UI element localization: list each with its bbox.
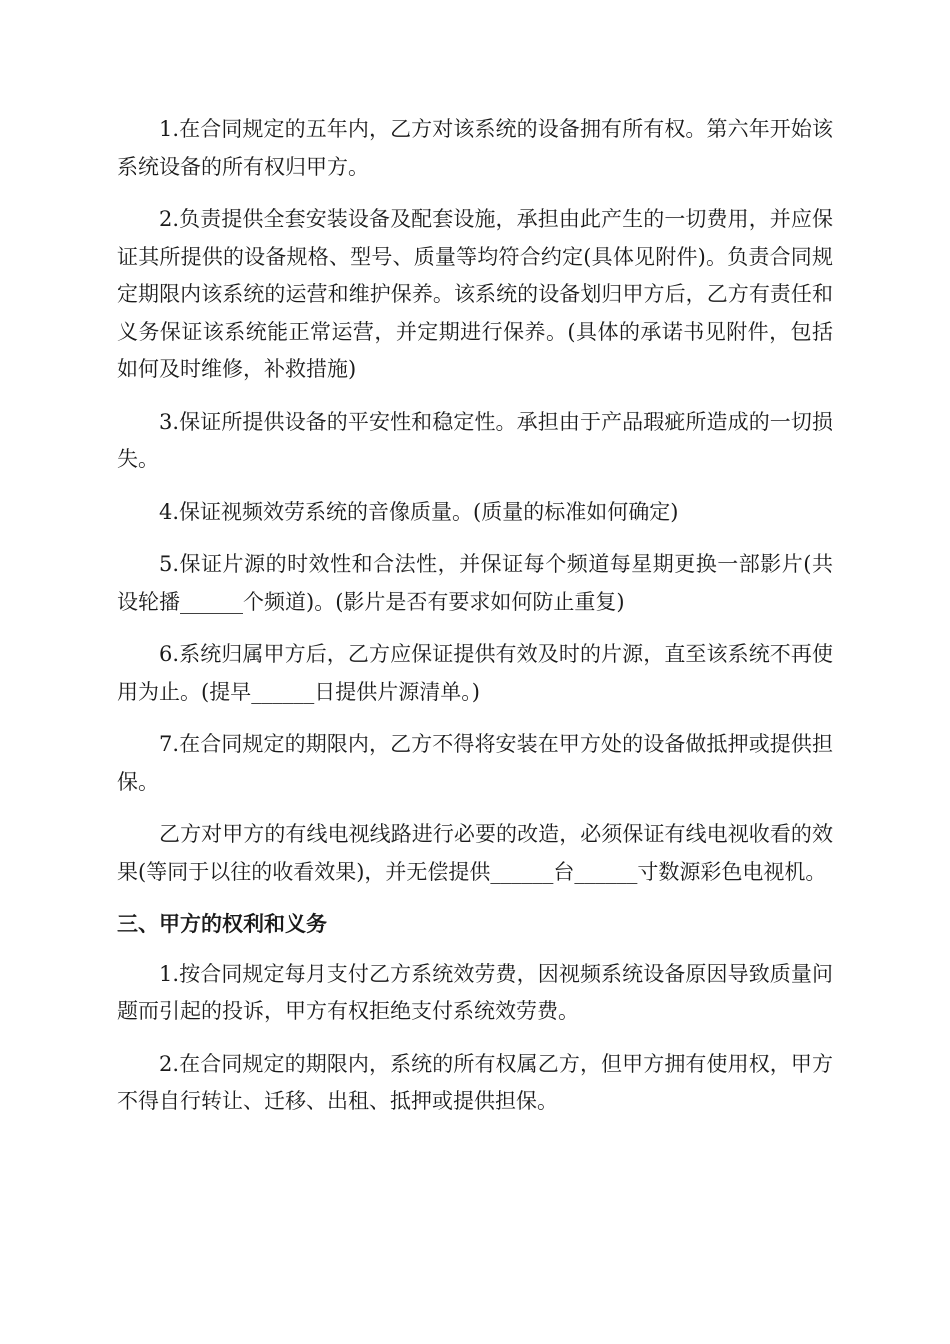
document-body (117, 111, 833, 1136)
paragraph-b6-after-transfer: 6.系统归属甲方后，乙方应保证提供有效及时的片源，直至该系统不再使用为止。(提早______日提供片源清单。) (117, 642, 833, 704)
section-heading-party-a: 三、甲方的权利和义务 (117, 912, 327, 936)
paragraph-b7-no-mortgage: 7.在合同规定的期限内，乙方不得将安装在甲方处的设备做抵押或提供担保。 (117, 732, 833, 794)
paragraph-b4-quality: 4.保证视频效劳系统的音像质量。(质量的标准如何确定) (159, 499, 679, 524)
paragraph-a1-payment: 1.按合同规定每月支付乙方系统效劳费，因视频系统设备原因导致质量问题而引起的投诉，甲方有权拒绝支付系统效劳费。 (117, 961, 833, 1023)
paragraph-b8-cable-tv: 乙方对甲方的有线电视线路进行必要的改造，必须保证有线电视收看的效果(等同于以往的收看效果)，并无偿提供______台______寸数源彩色电视机。 (117, 822, 833, 884)
paragraph-a2-usage-rights: 2.在合同规定的期限内，系统的所有权属乙方，但甲方拥有使用权，甲方不得自行转让、迁移、出租、抵押或提供担保。 (117, 1051, 833, 1113)
paragraph-b1-ownership: 1.在合同规定的五年内，乙方对该系统的设备拥有所有权。第六年开始该系统设备的所有权归甲方。 (117, 117, 833, 179)
paragraph-b3-safety: 3.保证所提供设备的平安性和稳定性。承担由于产品瑕疵所造成的一切损失。 (117, 409, 833, 471)
paragraph-b2-equipment: 2.负责提供全套安装设备及配套设施，承担由此产生的一切费用，并应保证其所提供的设备规格、型号、质量等均符合约定(具体见附件)。负责合同规定期限内该系统的运营和维护保养。该系统的设备划归甲方后，乙方有责任和义务保证该系统能正常运营，并定期进行保养。(具体的承诺书见附件，包括如何及时维修，补救措施) (117, 207, 833, 381)
paragraph-b5-film-source: 5.保证片源的时效性和合法性，并保证每个频道每星期更换一部影片(共设轮播______个频道)。(影片是否有要求如何防止重复) (117, 552, 833, 614)
